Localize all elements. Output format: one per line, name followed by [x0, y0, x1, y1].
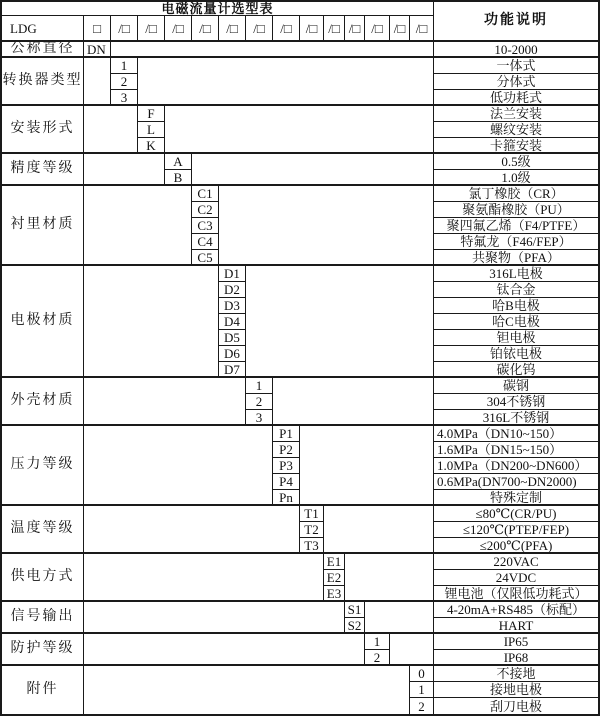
description-cell: 220VAC: [434, 554, 598, 570]
checkbox-cell: /□: [192, 16, 219, 42]
code-cell: L: [138, 122, 165, 138]
description-cell: 卡箍安装: [434, 138, 598, 154]
spacer-cell: [138, 58, 434, 106]
checkbox-cell: /□: [219, 16, 246, 42]
spacer-cell: [246, 266, 434, 378]
category-cell: 温度等级: [2, 506, 84, 554]
description-cell: 10-2000: [434, 42, 598, 58]
function-header: 功能说明: [434, 2, 598, 42]
code-cell: C1: [192, 186, 219, 202]
description-cell: 哈B电极: [434, 298, 598, 314]
code-cell: 1: [246, 378, 273, 394]
code-cell: E2: [324, 570, 345, 586]
spacer-cell: [84, 666, 410, 714]
description-cell: 钽电极: [434, 330, 598, 346]
checkbox-cell: /□: [111, 16, 138, 42]
code-cell: D1: [219, 266, 246, 282]
spacer-cell: [84, 106, 138, 154]
description-cell: HART: [434, 618, 598, 634]
category-cell: 防护等级: [2, 634, 84, 666]
description-cell: 低功耗式: [434, 90, 598, 106]
code-cell: 1: [365, 634, 390, 650]
checkbox-cell: /□: [165, 16, 192, 42]
code-cell: D4: [219, 314, 246, 330]
category-cell: 供电方式: [2, 554, 84, 602]
description-cell: 铂铱电极: [434, 346, 598, 362]
spacer-cell: [324, 506, 434, 554]
category-cell: 公称直径: [2, 42, 84, 58]
spacer-cell: [390, 634, 434, 666]
description-cell: 一体式: [434, 58, 598, 74]
category-cell: 电极材质: [2, 266, 84, 378]
spacer-cell: [84, 602, 345, 634]
description-cell: 哈C电极: [434, 314, 598, 330]
checkbox-cell: /□: [246, 16, 273, 42]
code-cell: E3: [324, 586, 345, 602]
code-cell: 2: [246, 394, 273, 410]
checkbox-cell: /□: [365, 16, 390, 42]
description-cell: ≤200℃(PFA): [434, 538, 598, 554]
code-cell: 2: [111, 74, 138, 90]
checkbox-cell: /□: [410, 16, 434, 42]
code-cell: P1: [273, 426, 300, 442]
spacer-cell: [165, 106, 434, 154]
description-cell: 刮刀电极: [489, 698, 542, 714]
description-cell: 特殊定制: [434, 490, 598, 506]
code-cell: S1: [345, 602, 365, 618]
code-cell: 0: [410, 666, 434, 682]
description-cell: 钛合金: [434, 282, 598, 298]
code-cell: F: [138, 106, 165, 122]
description-cell: 4.0MPa（DN10~150）: [434, 426, 598, 442]
code-cell: 1: [111, 58, 138, 74]
description-cell: 不接地: [434, 666, 598, 682]
code-cell: P3: [273, 458, 300, 474]
description-cell: 4-20mA+RS485（标配）: [434, 602, 598, 618]
description-cell: 1.6MPa（DN15~150）: [434, 442, 598, 458]
code-cell: T3: [300, 538, 324, 554]
description-cell: 分体式: [434, 74, 598, 90]
spacer-cell: [84, 266, 219, 378]
category-cell: 外壳材质: [2, 378, 84, 426]
category-cell: 衬里材质: [2, 186, 84, 266]
checkbox-cell: /□: [324, 16, 345, 42]
code-cell: S2: [345, 618, 365, 634]
code-cell: E1: [324, 554, 345, 570]
code-cell: 3: [246, 410, 273, 426]
checkbox-cell: /□: [345, 16, 365, 42]
spacer-cell: [365, 602, 434, 634]
code-cell: A: [165, 154, 192, 170]
model-prefix-cell: LDG: [2, 16, 84, 42]
code-cell: D5: [219, 330, 246, 346]
description-cell: 聚四氟乙烯（F4/PTFE）: [434, 218, 598, 234]
code-cell: T2: [300, 522, 324, 538]
checkbox-cell: /□: [138, 16, 165, 42]
code-cell: 2: [365, 650, 390, 666]
code-cell: 3: [111, 90, 138, 106]
description-cell: 锂电池（仅限低功耗式）: [434, 586, 598, 602]
code-cell: C2: [192, 202, 219, 218]
description-cell: 1.0级: [434, 170, 598, 186]
description-cell: 氯丁橡胶（CR）: [434, 186, 598, 202]
code-cell: C4: [192, 234, 219, 250]
code-cell: DN: [84, 42, 111, 58]
code-cell: P2: [273, 442, 300, 458]
description-cell: 共聚物（PFA）: [434, 250, 598, 266]
description-cell: 接地电极: [434, 682, 598, 698]
description-cell: ≤120℃(PTEP/FEP): [434, 522, 598, 538]
category-cell: 精度等级: [2, 154, 84, 186]
description-cell: 1.0MPa（DN200~DN600）: [434, 458, 598, 474]
spacer-cell: [300, 426, 434, 506]
checkbox-cell: /□: [273, 16, 300, 42]
checkbox-cell: /□: [300, 16, 324, 42]
code-cell: D7: [219, 362, 246, 378]
description-cell: 316L不锈钢: [434, 410, 598, 426]
spacer-cell: [84, 634, 365, 666]
spacer-cell: [192, 154, 434, 186]
code-cell: D6: [219, 346, 246, 362]
code-cell: P4: [273, 474, 300, 490]
description-cell: IP65: [434, 634, 598, 650]
code-cell: C5: [192, 250, 219, 266]
description-cell: 碳钢: [434, 378, 598, 394]
description-cell: 0.6MPa(DN700~DN2000): [434, 474, 598, 490]
description-cell: 聚氨酯橡胶（PU）: [434, 202, 598, 218]
checkbox-cell: /□: [390, 16, 410, 42]
description-cell: 24VDC: [434, 570, 598, 586]
description-cell: 法兰安装: [434, 106, 598, 122]
spacer-cell: [84, 426, 273, 506]
description-cell: ≤80℃(CR/PU): [434, 506, 598, 522]
spacer-cell: [84, 186, 192, 266]
code-cell: Pn: [273, 490, 300, 506]
spacer-cell: [84, 554, 324, 602]
description-cell: 螺纹安装: [434, 122, 598, 138]
spacer-cell: [84, 378, 246, 426]
category-cell: 信号输出: [2, 602, 84, 634]
description-cell: IP68: [434, 650, 598, 666]
spacer-cell: [345, 554, 434, 602]
category-cell: 安装形式: [2, 106, 84, 154]
code-cell: C3: [192, 218, 219, 234]
spacer-cell: [84, 506, 300, 554]
description-cell: 特氟龙（F46/FEP）: [434, 234, 598, 250]
spacer-cell: [84, 58, 111, 106]
checkbox-cell: □: [84, 16, 111, 42]
description-cell: 0.5级: [434, 154, 598, 170]
description-cell: 碳化钨: [434, 362, 598, 378]
code-cell: D3: [219, 298, 246, 314]
category-cell: 转换器类型: [2, 58, 84, 106]
code-cell: D2: [219, 282, 246, 298]
category-cell: 附件: [2, 666, 84, 714]
description-cell: 316L电极: [434, 266, 598, 282]
table-title: 电磁流量计选型表: [2, 2, 434, 16]
category-cell: 压力等级: [2, 426, 84, 506]
code-cell: 2: [410, 698, 434, 714]
code-cell: T1: [300, 506, 324, 522]
code-cell: 1: [410, 682, 434, 698]
description-cell: 304不锈钢: [434, 394, 598, 410]
code-cell: B: [165, 170, 192, 186]
spacer-cell: [111, 42, 434, 58]
spacer-cell: [219, 186, 434, 266]
spacer-cell: [84, 154, 165, 186]
spacer-cell: [273, 378, 434, 426]
code-cell: K: [138, 138, 165, 154]
